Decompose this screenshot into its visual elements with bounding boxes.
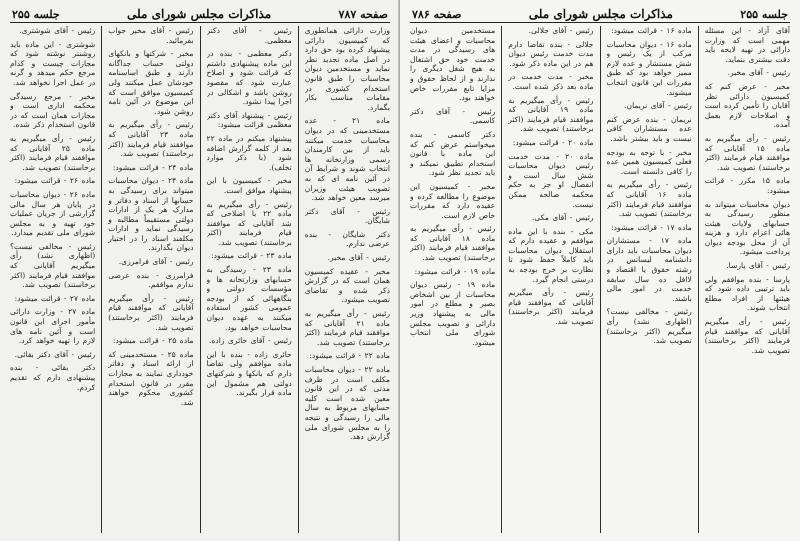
text-column bbox=[207, 26, 292, 533]
paragraph: رئیس - رأی میگیریم آقایانی که موافقند قیام فرمایند (اکثر برخاستند) تصویب شد. bbox=[508, 288, 594, 327]
paragraph: مخبر - مدت خدمت در ماده بعد ذکر شده است. bbox=[508, 72, 594, 91]
paragraph: رئیس - رأی میگیریم آقایانی که موافقند قیام فرمایند (اکثر برخاستند) تصویب شد. bbox=[108, 293, 194, 332]
paragraph: رئیس - رأی میگیریم به ماده ۱۸ آقایانی که موافقند قیام فرمایند (اکثر برخاستند) تصویب شد. bbox=[410, 224, 496, 263]
paragraph: پیشنهاد میکنم در ماده ۲۲ بعد از کلمه گزارش اضافه شود (با ذکر موارد تخلف). bbox=[206, 133, 292, 172]
paragraph: ماده ۲۱ - عده مستخدمینی که در دیوان محاسبات خدمت میکنند باید از بین کارمندان رسمی وزارتخانه ها انتخاب شوند و شرایط آن در آئین نامه ای که به تصویب هیئت وزیران میرسد معین خواهد شد. bbox=[304, 116, 390, 203]
left-page-number: صفحه ۷۸۷ bbox=[338, 7, 388, 21]
text-column bbox=[10, 26, 95, 533]
left-page-title: مذاکرات مجلس شورای ملی bbox=[127, 7, 272, 21]
paragraph: ماده ۲۶ - قرائت میشود: bbox=[14, 176, 96, 186]
paragraph: رئیس - رأی میگیریم به ماده ۲۵ آقایانی که موافقند قیام فرمایند (اکثر برخاستند) تصویب شد. bbox=[10, 133, 96, 172]
paragraph: رئیس - رأی میگیریم به ماده ۲۲ با اصلاحی که شد آقایانی که موافقند قیام فرمایند (اکثر برخاستند) تصویب شد. bbox=[206, 199, 292, 247]
paragraph: ماده ۲۶ - دیوان محاسبات در پایان هر سال مالی گزارشی از جریان عملیات خود تهیه و به مجلس شورای ملی تقدیم میدارد. bbox=[10, 189, 96, 238]
paragraph: رئیس - آقای دکتر کاسمی. bbox=[410, 106, 496, 126]
paragraph: رئیس - رأی میگیریم آقایانی که موافقند قیام فرمایند (اکثر برخاستند) تصویب شد. bbox=[704, 317, 790, 355]
column-rule bbox=[200, 26, 201, 533]
paragraph: ماده ۱۶ - دیوان محاسبات مرکب از یک رئیس و شش مستشار و عده لازم ممیز خواهد بود که طبق مقررات این قانون انتخاب میشوند. bbox=[606, 39, 692, 97]
text-column bbox=[108, 26, 193, 533]
paragraph: مخبر - شرکتها و بانکهای دولتی حساب جداگانه دارند و طبق اساسنامه خودشان عمل میکنند ولی کمیسیون موافق است که این موضوع در آئین نامه روشن شود. bbox=[108, 49, 194, 116]
paragraph: ماده ۱۶ - قرائت میشود: bbox=[611, 26, 692, 35]
paragraph: رئیس - آقای دکتر معظمی. bbox=[206, 26, 292, 45]
column-rule bbox=[101, 26, 102, 533]
paragraph: مخبر - مرجع رسیدگی محکمه اداری است و مجازات همان است که در قانون استخدام ذکر شده. bbox=[10, 91, 96, 130]
paragraph: رئیس - آقای نریمان. bbox=[624, 101, 692, 111]
column-rule bbox=[501, 26, 502, 533]
paragraph: رئیس - مخالفی نیست؟ (اظهاری نشد) رأی میگیریم آقایانی که موافقند قیام فرمایند (اکثر برخاستند) تصویب شد. bbox=[10, 241, 96, 290]
paragraph: ماده ۲۴ - دیوان محاسبات میتواند برای رسیدگی به حسابها از اسناد و دفاتر و مدارک هر یک از ادارات دولتی مستقیماً مطالبه و رسیدگی نماید و ادارات مکلفند اسناد را در اختیار دیوان بگذارند. bbox=[108, 176, 194, 253]
right-page-number: صفحه ۷۸۶ bbox=[412, 7, 462, 21]
paragraph: ماده ۲۲ - قرائت میشود: bbox=[309, 351, 390, 361]
paragraph: نریمان - بنده عرض کنم عده مستشاران کافی نیست و باید بیشتر باشد. bbox=[606, 114, 692, 143]
paragraph: رئیس - رأی میگیریم به ماده ۱۶ آقایانی که موافقند قیام فرمایند (اکثر برخاستند) تصویب شد. bbox=[606, 180, 692, 219]
column-rule bbox=[600, 26, 601, 533]
paragraph: ماده ۲۷ - وزارت دارائی مأمور اجرای این قانون است و آئین نامه های لازم را تهیه خواهد کرد. bbox=[10, 307, 96, 346]
right-page bbox=[400, 0, 800, 541]
paragraph: رئیس - آقای مخبر جواب بفرمائید. bbox=[108, 26, 194, 45]
right-page-header bbox=[410, 6, 790, 23]
text-column bbox=[410, 26, 495, 533]
paragraph: آقای آزاد - این مسئله مهمی است که وزارت دارائی در تهیه لایحه باید دقت بیشتری بنماید. bbox=[704, 26, 790, 64]
column-rule bbox=[698, 26, 699, 533]
paragraph: رئیس - آقای شوشتری. bbox=[19, 26, 96, 35]
paragraph: دکتر معظمی - بنده در این ماده پیشنهادی داشتم که قرائت شود و اصلاح عبارت شود که مقصود روشن باشد و اشکالی در اجرا پیدا نشود. bbox=[206, 49, 292, 107]
paragraph: رئیس - آقای مخبر. bbox=[727, 68, 790, 78]
paragraph: رئیس - پیشنهاد آقای دکتر معظمی قرائت میشود: bbox=[206, 110, 292, 130]
paragraph: رئیس - آقای مخبر. bbox=[327, 253, 390, 263]
paragraph: رئیس - رأی میگیریم به ماده ۱۹ آقایانی که موافقند قیام فرمایند (اکثر برخاستند) تصویب شد. bbox=[508, 95, 594, 134]
paragraph: رئیس - آقای دکتر شایگان. bbox=[304, 206, 390, 226]
left-page-session: جلسه ۲۵۵ bbox=[12, 7, 60, 21]
paragraph: ماده ۲۳ - قرائت میشود: bbox=[211, 251, 292, 261]
paragraph: حائری زاده - بنده با این ماده موافقم ولی تقاضا دارم که بانکها و شرکتهای دولتی هم مشمول این ماده قرار بگیرند. bbox=[206, 349, 292, 398]
text-column bbox=[705, 26, 790, 533]
paragraph: شوشتری - این ماده باید روشنتر نوشته شود که مجازات چیست و کدام مرجع حکم میدهد و گرنه در عمل اجرا نخواهد شد. bbox=[10, 39, 96, 87]
text-column bbox=[508, 26, 593, 533]
text-column bbox=[305, 26, 390, 533]
paragraph: ماده ۲۵ - قرائت میشود: bbox=[112, 336, 194, 346]
paragraph: دکتر بقائی - بنده پیشنهادی دارم که تقدیم کردم. bbox=[10, 363, 96, 392]
paragraph: رئیس - رأی میگیریم به ماده ۲۱ آقایانی که موافقند قیام فرمایند (اکثر برخاستند) تصویب شد. bbox=[304, 309, 390, 347]
right-page-session: جلسه ۲۵۵ bbox=[740, 7, 788, 21]
left-page-columns bbox=[10, 26, 390, 533]
paragraph: مستخدمین دیوان محاسبات و اعضای هیئت های رسیدگی در مدت خدمت خود حق اشتغال به هیچ شغل دیگری را ندارند و از لحاظ حقوق و مزایا تابع مقررات خاص خواهند بود. bbox=[410, 26, 496, 103]
paragraph: پارسا - بنده موافقم ولی باید ترتیبی داده شود که هیئتها از افراد مطلع انتخاب شوند. bbox=[704, 274, 790, 313]
paragraph: ماده ۲۵ - مستخدمینی که از ارائه اسناد و دفاتر خودداری نمایند به مجازات مقرر در قانون استخدام کشوری محکوم خواهند شد. bbox=[108, 349, 194, 407]
paragraph: مخبر - با توجه به بودجه فعلی کمیسیون همین عده را کافی دانسته است. bbox=[606, 147, 692, 176]
paragraph: مخبر - عقیده کمیسیون همان است که در گزارش ذکر شده و تقاضای تصویب میشود. bbox=[304, 266, 390, 305]
paragraph: مکی - بنده با این ماده موافقم و عقیده دارم که استقلال دیوان محاسبات باید کاملاً حفظ شود تا نظارت بر خرج بودجه به درستی انجام گیرد. bbox=[508, 226, 594, 284]
paragraph: فرامرزی - بنده عرضی ندارم موافقم. bbox=[108, 270, 194, 290]
paragraph: مخبر - کمیسیون این موضوع را مطالعه کرده و عقیده دارد که مقررات خاص لازم است. bbox=[410, 181, 496, 220]
paragraph: وزارت دارائی همانطوری که کمیسیون دارائی پیشنهاد کرده بود حق دارد در اصل ماده تجدید نظر نماید و مستخدمین دیوان محاسبات را طبق قانون استخدام کشوری در مقامات مناسب بکار بگمارد. bbox=[304, 26, 390, 112]
paragraph: رئیس - رأی میگیریم به ماده ۲۳ آقایانی که موافقند قیام فرمایند (اکثر برخاستند) تصویب شد. bbox=[108, 120, 194, 159]
paragraph: ماده ۲۰ - مدت خدمت رئیس دیوان محاسبات شش سال است و انفصال او جز به حکم محکمه صالحه ممکن نیست. bbox=[508, 151, 594, 209]
paragraph: رئیس - آقای جلالی. bbox=[528, 26, 594, 35]
paragraph: ماده ۱۹ - رئیس دیوان محاسبات از بین اشخاص بصیر و مطلع در امور مالی به پیشنهاد وزیر دارائی و تصویب مجلس شورای ملی انتخاب میشود. bbox=[410, 280, 496, 347]
paragraph: ماده ۲۲ - دیوان محاسبات مکلف است در ظرف مدتی که در این قانون معین شده است کلیه حسابهای مربوط به سال مالی را رسیدگی و نتیجه را به مجلس شورای ملی گزارش دهد. bbox=[304, 365, 390, 442]
paragraph: ماده ۱۷ - قرائت میشود: bbox=[611, 222, 692, 232]
paragraph: جلالی - بنده تقاضا دارم مدت خدمت رئیس دیوان هم در این ماده ذکر شود. bbox=[508, 39, 594, 68]
paragraph: رئیس - آقای مکی. bbox=[531, 213, 594, 223]
paragraph: رئیس - مخالفی نیست؟ (اظهاری نشد) رأی میگیریم (اکثر برخاستند) تصویب شد. bbox=[606, 307, 692, 346]
paragraph: رئیس - آقای دکتر بقائی. bbox=[14, 349, 96, 359]
paragraph: رئیس - آقای حائری زاده. bbox=[208, 336, 292, 346]
paragraph: رئیس - آقای پارسا. bbox=[726, 261, 790, 271]
right-page-columns bbox=[410, 26, 790, 533]
paragraph: دکتر کاسمی - بنده میخواستم عرض کنم که این ماده با قانون استخدام تطبیق نمیکند و باید تجدید نظر شود. bbox=[410, 129, 496, 178]
paragraph: مخبر - عرض کنم که کمیسیون دارائی نظر آقایان را تأمین کرده است و اصلاحات لازم بعمل آمده. bbox=[704, 81, 790, 130]
paragraph: مخبر - کمیسیون با این پیشنهاد موافق است. bbox=[206, 176, 292, 195]
paragraph: ماده ۲۰ - قرائت میشود: bbox=[512, 137, 594, 147]
paragraph: ماده ۱۹ - قرائت میشود: bbox=[414, 266, 496, 276]
paragraph: ماده ۲۷ - قرائت میشود: bbox=[14, 293, 96, 303]
right-page-title: مذاکرات مجلس شورای ملی bbox=[528, 7, 673, 21]
column-rule bbox=[298, 26, 299, 533]
paragraph: ماده ۱۷ - مستشاران دیوان محاسبات باید دارای دانشنامه لیسانس در رشته حقوق یا اقتصاد و لااقل ده سال سابقه خدمت در امور مالی باشند. bbox=[606, 236, 692, 303]
text-column bbox=[607, 26, 692, 533]
paragraph: دکتر شایگان - بنده عرضی ندارم. bbox=[304, 229, 390, 249]
paragraph: ماده ۱۵ مکرر - قرائت میشود: bbox=[704, 176, 790, 195]
paragraph: رئیس - آقای فرامرزی. bbox=[118, 257, 194, 267]
paragraph: ماده ۲۴ - قرائت میشود: bbox=[112, 162, 194, 172]
paragraph: رئیس - رأی میگیریم به ماده ۱۵ آقایانی که موافقند قیام فرمایند (اکثر برخاستند) تصویب شد. bbox=[704, 133, 790, 172]
paragraph: ماده ۲۳ - رسیدگی به حسابهای وزارتخانه ها و مؤسسات دولتی و بنگاههائی که از بودجه عمومی کشور استفاده میکنند به عهده دیوان محاسبات خواهد بود. bbox=[206, 265, 292, 332]
left-page-header bbox=[10, 6, 390, 23]
paragraph: دیوان محاسبات میتواند به منظور رسیدگی به حسابهای ولایات هیئت هائی اعزام دارد و هزینه آن از محل بودجه دیوان پرداخت میشود. bbox=[704, 199, 790, 257]
